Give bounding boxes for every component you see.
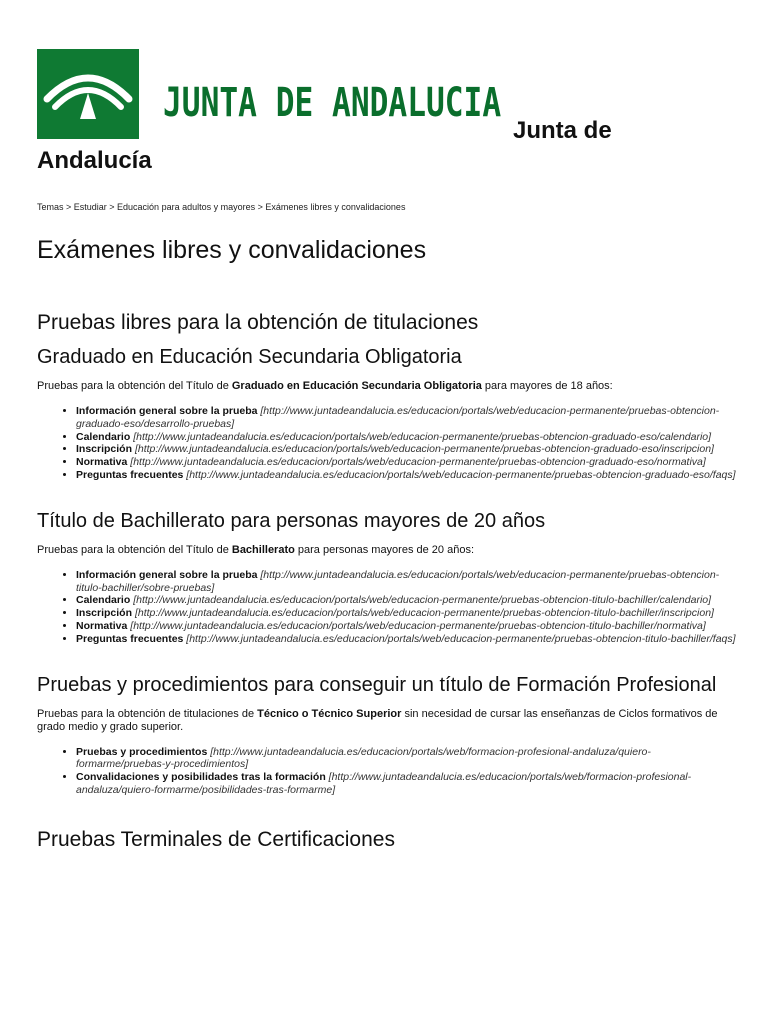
link-label[interactable]: Información general sobre la prueba (76, 568, 258, 581)
site-title-part2[interactable]: Andalucía (37, 147, 152, 174)
list-item (76, 746, 737, 772)
link-label[interactable]: Calendario (76, 594, 131, 607)
section-title: Pruebas libres para la obtención de titulaciones (37, 311, 479, 334)
link-url[interactable]: [http://www.juntadeandalucia.es/educacion/portals/web/educacion-permanente/pruebas-obtencion-titulo-bachiller/inscripcion] (134, 607, 714, 620)
link-label[interactable]: Convalidaciones y posibilidades tras la formación (76, 771, 326, 784)
link-label[interactable]: Inscripción (76, 607, 133, 620)
intro-bold-text: Graduado en Educación Secundaria Obligatoria (231, 380, 482, 392)
intro-text: Pruebas para la obtención del Título de (37, 543, 232, 556)
intro-text: sin necesidad de cursar las enseñanzas de Ciclos formativos de grado medio y grado superior. (37, 707, 718, 733)
subsection-title: Título de Bachillerato para personas mayores de 20 años (37, 509, 546, 532)
subsection-intro (37, 380, 737, 393)
link-label[interactable]: Normativa (76, 619, 128, 632)
link-list (37, 746, 737, 797)
link-url[interactable]: [http://www.juntadeandalucia.es/educacion/portals/web/formacion-profesional-andaluza/quiero-formarme/posibilidades-tras-formarme] (76, 771, 692, 796)
intro-text: para mayores de 18 años: (481, 380, 613, 392)
intro-text: para personas mayores de 20 años: (294, 543, 475, 556)
link-label[interactable]: Preguntas frecuentes (76, 632, 184, 645)
link-label[interactable]: Pruebas y procedimientos (76, 745, 208, 758)
subsection-title: Graduado en Educación Secundaria Obligatoria (37, 346, 462, 368)
link-url[interactable]: [http://www.juntadeandalucia.es/educacion/portals/web/educacion-permanente/pruebas-obtencion-graduado-eso/calendario] (133, 430, 712, 443)
last-heading: Pruebas Terminales de Certificaciones (37, 827, 395, 851)
link-url[interactable]: [http://www.juntadeandalucia.es/educacion/portals/web/educacion-permanente/pruebas-obtencion-graduado-eso/desarrollo-pruebas] (76, 405, 720, 430)
page-title: Exámenes libres y convalidaciones (37, 236, 427, 264)
link-url[interactable]: [http://www.juntadeandalucia.es/educacion/portals/web/educacion-permanente/pruebas-obtencion-titulo-bachiller/sobre-pruebas] (76, 568, 720, 594)
link-list (37, 405, 737, 482)
link-url[interactable]: [http://www.juntadeandalucia.es/educacion/portals/web/educacion-permanente/pruebas-obtencion-titulo-bachiller/faqs] (186, 632, 736, 645)
main-content (37, 234, 737, 865)
link-label[interactable]: Inscripción (76, 443, 133, 456)
link-url[interactable]: [http://www.juntadeandalucia.es/educacion/portals/web/educacion-permanente/pruebas-obtencion-titulo-bachiller/normativa] (130, 619, 706, 632)
link-label[interactable]: Normativa (76, 456, 128, 469)
intro-bold-text: Técnico o Técnico Superior (257, 707, 402, 720)
link-url[interactable]: [http://www.juntadeandalucia.es/educacion/portals/web/educacion-permanente/pruebas-obtencion-graduado-eso/inscripcion] (134, 443, 714, 456)
subsection-intro (37, 544, 737, 557)
list-item (76, 620, 737, 633)
link-url[interactable]: [http://www.juntadeandalucia.es/educacion/portals/web/educacion-permanente/pruebas-obtencion-titulo-bachiller/calendario] (133, 594, 712, 607)
subsection-title: Pruebas y procedimientos para conseguir un título de Formación Profesional (37, 673, 717, 696)
list-item (76, 469, 737, 482)
intro-text: Pruebas para la obtención del Título de (37, 380, 232, 392)
subsections (37, 348, 737, 797)
list-item (76, 569, 737, 595)
list-item (76, 594, 737, 607)
junta-andalucia-logo-icon[interactable] (37, 49, 139, 139)
link-label[interactable]: Información general sobre la prueba (76, 405, 258, 417)
link-url[interactable]: [http://www.juntadeandalucia.es/educacion/portals/web/educacion-permanente/pruebas-obtencion-graduado-eso/normativa] (130, 456, 706, 469)
intro-bold-text: Bachillerato (231, 543, 295, 556)
list-item (76, 607, 737, 620)
list-item (76, 771, 737, 797)
list-item (76, 456, 737, 469)
link-url[interactable]: [http://www.juntadeandalucia.es/educacion/portals/web/formacion-profesional-andaluza/quiero-formarme/pruebas-y-procedimientos] (76, 745, 651, 771)
subsection-intro (37, 708, 737, 734)
list-item (76, 633, 737, 646)
breadcrumb[interactable]: Temas > Estudiar > Educación para adultos y mayores > Exámenes libres y convalidaciones (37, 202, 406, 212)
site-title-part1[interactable]: Junta de (513, 117, 612, 144)
intro-text: Pruebas para la obtención de titulaciones de (37, 707, 258, 720)
list-item (76, 431, 737, 444)
link-label[interactable]: Preguntas frecuentes (76, 468, 184, 481)
link-url[interactable]: [http://www.juntadeandalucia.es/educacion/portals/web/educacion-permanente/pruebas-obtencion-graduado-eso/faqs] (186, 468, 736, 481)
link-label[interactable]: Calendario (76, 430, 131, 443)
list-item (76, 443, 737, 456)
junta-wordmark: JUNTA DE ANDALUCIA (163, 80, 502, 126)
link-list (37, 569, 737, 646)
list-item (76, 405, 737, 431)
site-header (0, 0, 768, 180)
